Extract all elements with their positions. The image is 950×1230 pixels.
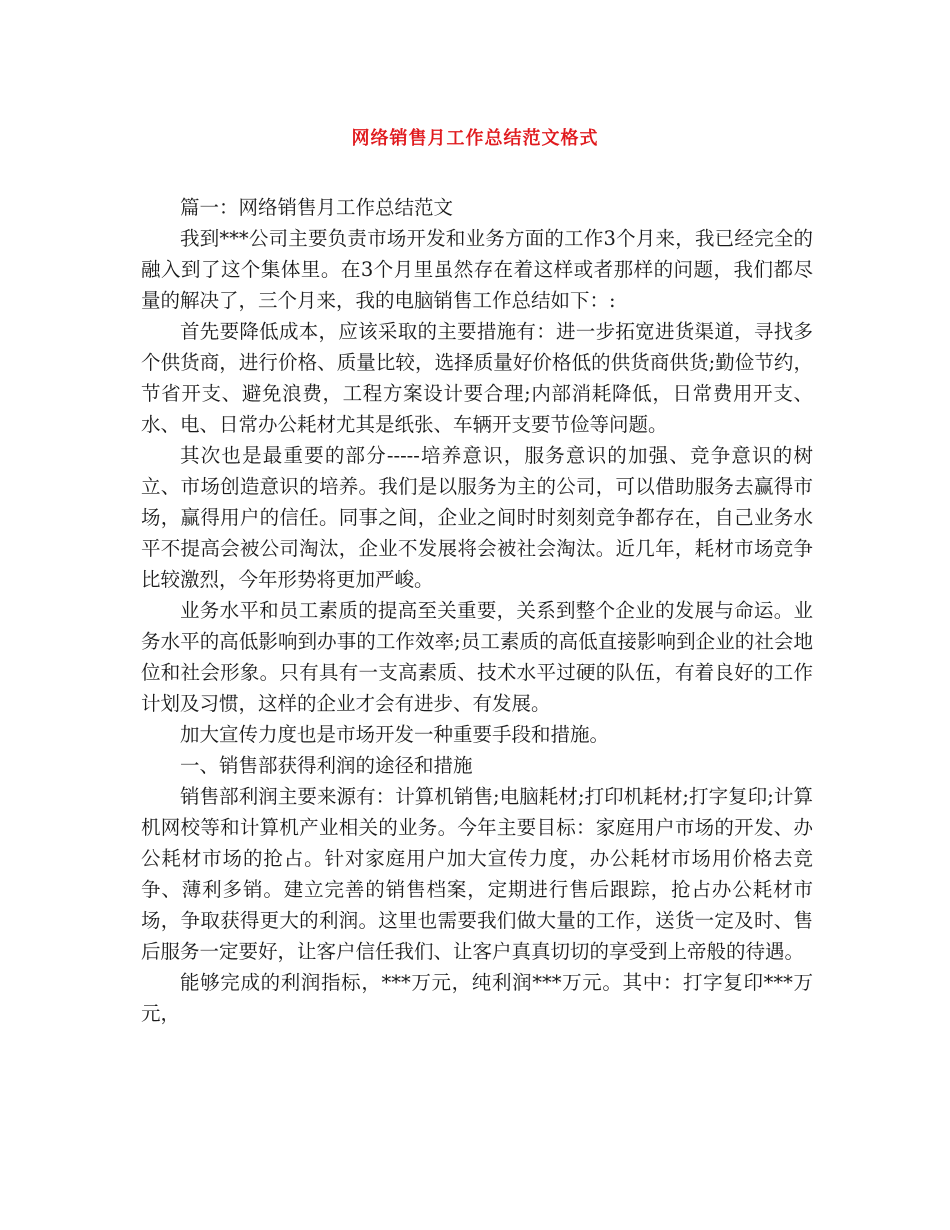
- paragraph: 加大宣传力度也是市场开发一种重要手段和措施。: [180, 723, 610, 746]
- paragraph: 其次也是最重要的部分-----培养意识，服务意识的加强、竞争意识的树立、市场创造意识的培养。我们是以服务为主的公司，可以借助服务去赢得市场，赢得用户的信任。同事之间，企业之间时时刻刻竞争都存在，自己业务水平不提高会被公司淘汰，企业不发展将会被社会淘汰。近几年，耗材市场竞争比较激烈，今年形势将更加严峻。: [141, 444, 813, 591]
- paragraph: 首先要降低成本，应该采取的主要措施有：进一步拓宽进货渠道，寻找多个供货商，进行价格、质量比较，选择质量好价格低的供货商供货;勤俭节约，节省开支、避免浪费，工程方案设计要合理;内部消耗降低，日常费用开支、水、电、日常办公耗材尤其是纸张、车辆开支要节俭等问题。: [141, 320, 813, 436]
- paragraph: 能够完成的利润指标，***万元，纯利润***万元。其中：打字复印***万元，: [141, 971, 813, 1025]
- paragraph: 我到***公司主要负责市场开发和业务方面的工作3个月来，我已经完全的融入到了这个集体里。在3个月里虽然存在着这样或者那样的问题，我们都尽量的解决了，三个月来，我的电脑销售工作总结如下：:: [141, 227, 813, 312]
- paragraph: 业务水平和员工素质的提高至关重要，关系到整个企业的发展与命运。业务水平的高低影响到办事的工作效率;员工素质的高低直接影响到企业的社会地位和社会形象。只有具有一支高素质、技术水平过硬的队伍，有着良好的工作计划及习惯，这样的企业才会有进步、有发展。: [141, 599, 813, 715]
- paragraph-subheading: 一、销售部获得利润的途径和措施: [180, 754, 473, 777]
- paragraph-section-heading: 篇一：网络销售月工作总结范文: [180, 196, 454, 219]
- document-title: 网络销售月工作总结范文格式: [351, 128, 599, 149]
- document-body: [141, 192, 813, 1029]
- paragraph: 销售部利润主要来源有：计算机销售;电脑耗材;打印机耗材;打字复印;计算机网校等和计算机产业相关的业务。今年主要目标：家庭用户市场的开发、办公耗材市场的抢占。针对家庭用户加大宣传力度，办公耗材市场用价格去竞争、薄利多销。建立完善的销售档案，定期进行售后跟踪，抢占办公耗材市场，争取获得更大的利润。这里也需要我们做大量的工作，送货一定及时、售后服务一定要好，让客户信任我们、让客户真真切切的享受到上帝般的待遇。: [141, 785, 813, 963]
